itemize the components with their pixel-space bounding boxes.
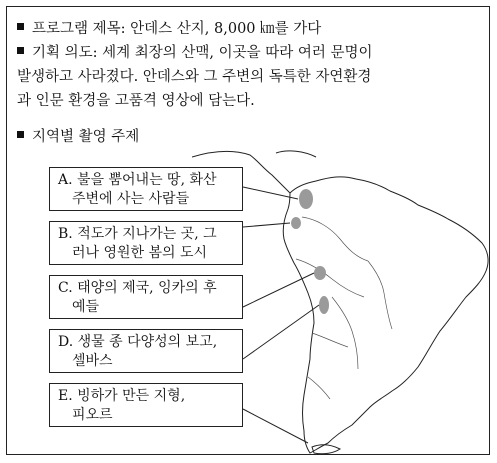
question-frame xyxy=(6,6,490,455)
country-border xyxy=(308,377,330,399)
theme-box-e xyxy=(49,383,243,427)
country-border xyxy=(312,333,348,347)
location-marker-d xyxy=(319,296,329,314)
bullet-square-icon xyxy=(17,23,24,30)
theme-d-line2: 셀바스 xyxy=(72,353,113,369)
theme-box-d xyxy=(49,329,243,373)
continent-outline xyxy=(283,177,488,453)
caribbean-island-outline xyxy=(276,151,316,157)
location-marker-c xyxy=(314,266,326,280)
theme-b-line1: B. 적도가 지나가는 곳, 그 xyxy=(58,226,217,242)
location-marker-b xyxy=(291,217,301,229)
leader-line-e xyxy=(243,409,308,443)
leader-line-b xyxy=(243,223,290,227)
theme-a-line2: 주변에 사는 사람들 xyxy=(72,191,190,207)
program-intent-line1: 세계 최장의 산맥, 이곳을 따라 여러 문명이 xyxy=(102,45,373,61)
leader-line-d xyxy=(243,305,319,359)
program-title-label: 프로그램 제목 xyxy=(32,21,121,37)
theme-a-line1: A. 불을 뿜어내는 땅, 화산 xyxy=(58,172,217,188)
theme-box-a xyxy=(49,167,243,211)
theme-c-line2: 예들 xyxy=(72,299,100,315)
theme-e-line1: E. 빙하가 만든 지형, xyxy=(58,388,186,404)
themes-heading-row xyxy=(17,125,477,149)
program-intent-line3: 과 인문 환경을 고품격 영상에 담는다. xyxy=(17,93,255,109)
theme-box-b xyxy=(49,221,243,265)
program-intent-block: 기획 의도: 세계 최장의 산맥, 이곳을 따라 여러 문명이 발생하고 사라졌다. 안데스와 그 주변의 독특한 자연환경 과 인문 환경을 고품격 영상에 담는다. xyxy=(17,41,477,113)
theme-c-line1: C. 태양의 제국, 잉카의 후 xyxy=(58,280,217,296)
program-title-row: 프로그램 제목: 안데스 산지, 8,000 ㎞를 가다 xyxy=(17,17,477,41)
program-intent-line2: 발생하고 사라졌다. 안데스와 그 주변의 독특한 자연환경 xyxy=(17,69,372,85)
country-border xyxy=(302,217,368,261)
leader-line-c xyxy=(243,273,314,307)
country-border xyxy=(332,297,358,369)
bullet-square-icon xyxy=(17,131,24,138)
theme-d-line1: D. 생물 종 다양성의 보고, xyxy=(58,334,218,350)
country-border xyxy=(296,259,364,297)
theme-box-c xyxy=(49,275,243,319)
themes-heading: 지역별 촬영 주제 xyxy=(32,129,140,145)
theme-b-line2: 러나 영원한 봄의 도시 xyxy=(72,245,208,261)
program-intent-label: 기획 의도 xyxy=(32,45,93,61)
country-border xyxy=(368,261,392,329)
bullet-square-icon xyxy=(17,47,24,54)
program-title-text: 안데스 산지, 8,000 ㎞를 가다 xyxy=(130,21,322,37)
location-marker-a xyxy=(299,189,313,209)
theme-e-line2: 피오르 xyxy=(72,407,113,423)
